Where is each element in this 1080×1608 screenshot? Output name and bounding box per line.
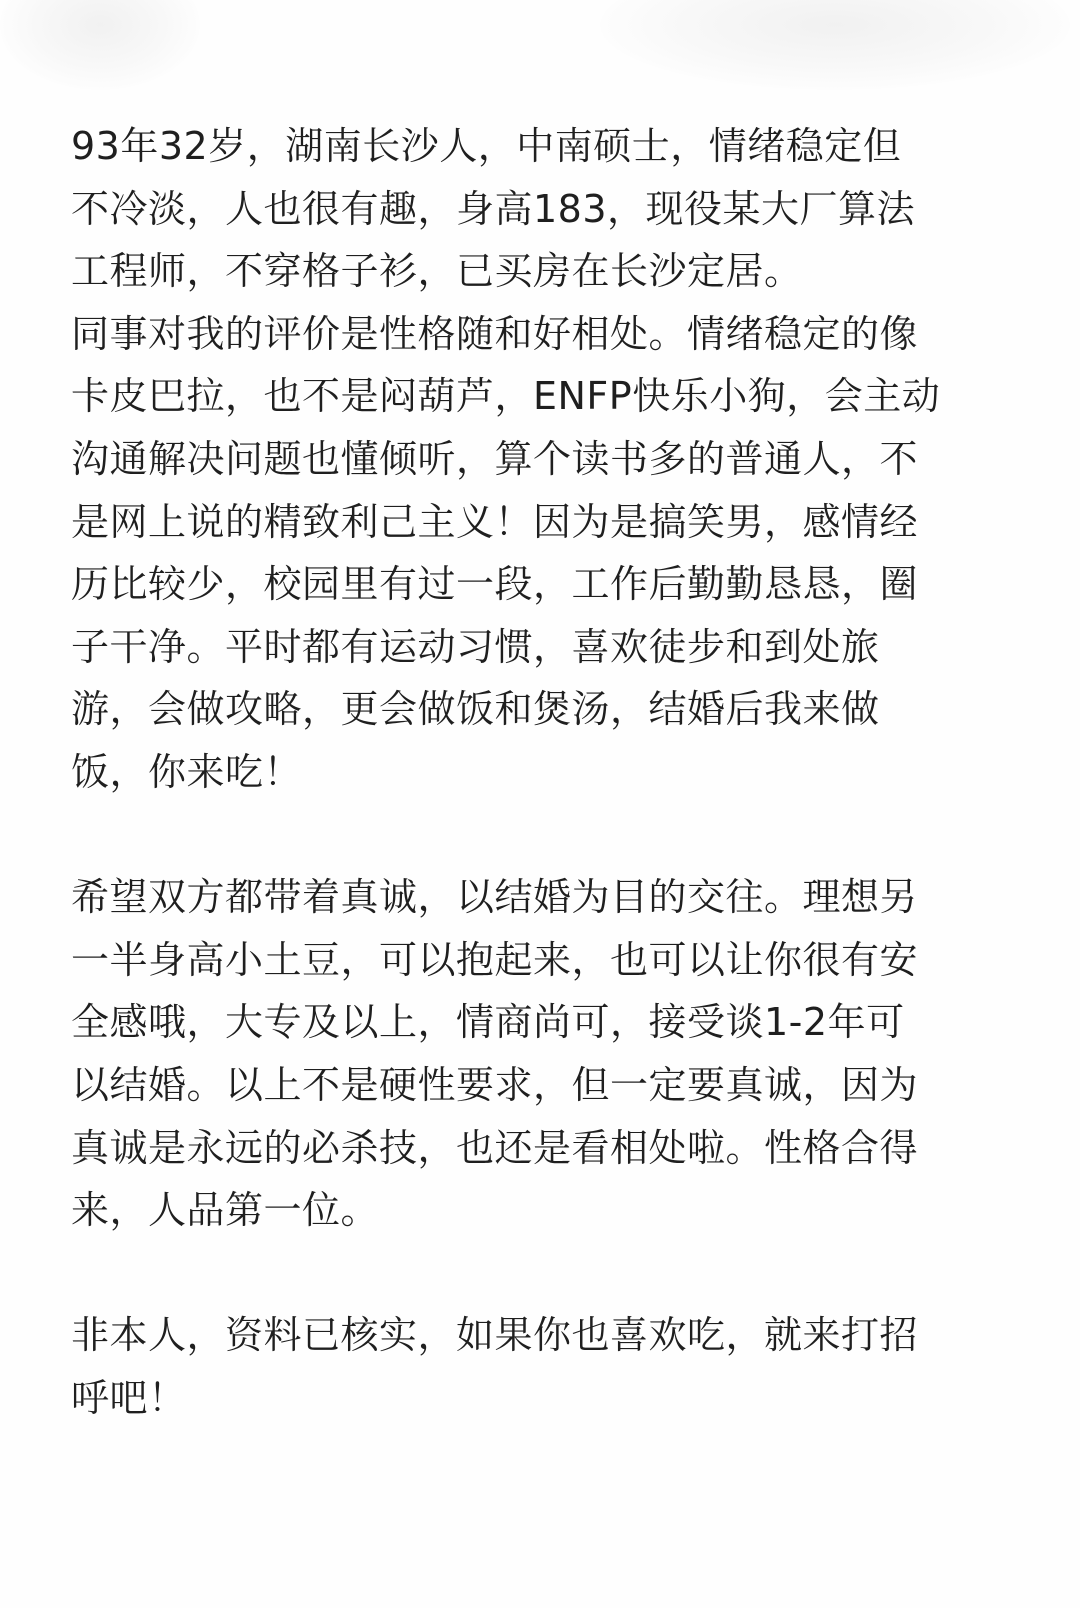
- paragraph-intro: [71, 115, 940, 804]
- top-shadow-right: [600, 0, 1070, 90]
- text-line: 真诚是永远的必杀技，也还是看相处啦。性格合得: [71, 1125, 919, 1170]
- text-line: 子干净。平时都有运动习惯，喜欢徒步和到处旅: [71, 624, 880, 669]
- text-line: 非本人，资料已核实，如果你也喜欢吃，就来打招: [71, 1313, 919, 1358]
- text-line: 游，会做攻略，更会做饭和煲汤，结婚后我来做: [71, 687, 880, 732]
- post-body: [71, 115, 940, 1429]
- text-line: 是网上说的精致利己主义！因为是搞笑男，感情经: [71, 499, 919, 544]
- text-line: 呼吧！: [71, 1375, 187, 1420]
- text-line: 工程师，不穿格子衫，已买房在长沙定居。: [71, 249, 803, 294]
- text-line: 不冷淡，人也很有趣，身高183，现役某大厂算法: [71, 186, 916, 231]
- text-line: 一半身高小土豆，可以抱起来，也可以让你很有安: [71, 937, 919, 982]
- text-line: 卡皮巴拉，也不是闷葫芦，ENFP快乐小狗，会主动: [71, 374, 941, 419]
- text-line: 希望双方都带着真诚，以结婚为目的交往。理想另: [71, 875, 919, 920]
- paragraph-expectations: [71, 866, 940, 1242]
- text-line: 饭，你来吃！: [71, 749, 303, 794]
- text-line: 93年32岁，湖南长沙人，中南硕士，情绪稳定但: [71, 124, 902, 168]
- text-line: 同事对我的评价是性格随和好相处。情绪稳定的像: [71, 311, 919, 356]
- text-line: 来，人品第一位。: [71, 1188, 380, 1233]
- paragraph-closing: [71, 1304, 940, 1429]
- text-line: 沟通解决问题也懂倾听，算个读书多的普通人，不: [71, 436, 919, 481]
- text-line: 以结婚。以上不是硬性要求，但一定要真诚，因为: [71, 1062, 919, 1107]
- paragraph-gap: [71, 804, 940, 867]
- top-shadow-left: [0, 0, 200, 90]
- text-line: 全感哦，大专及以上，情商尚可，接受谈1-2年可: [71, 1000, 905, 1045]
- paragraph-gap: [71, 1242, 940, 1305]
- text-line: 历比较少，校园里有过一段，工作后勤勤恳恳，圈: [71, 562, 919, 607]
